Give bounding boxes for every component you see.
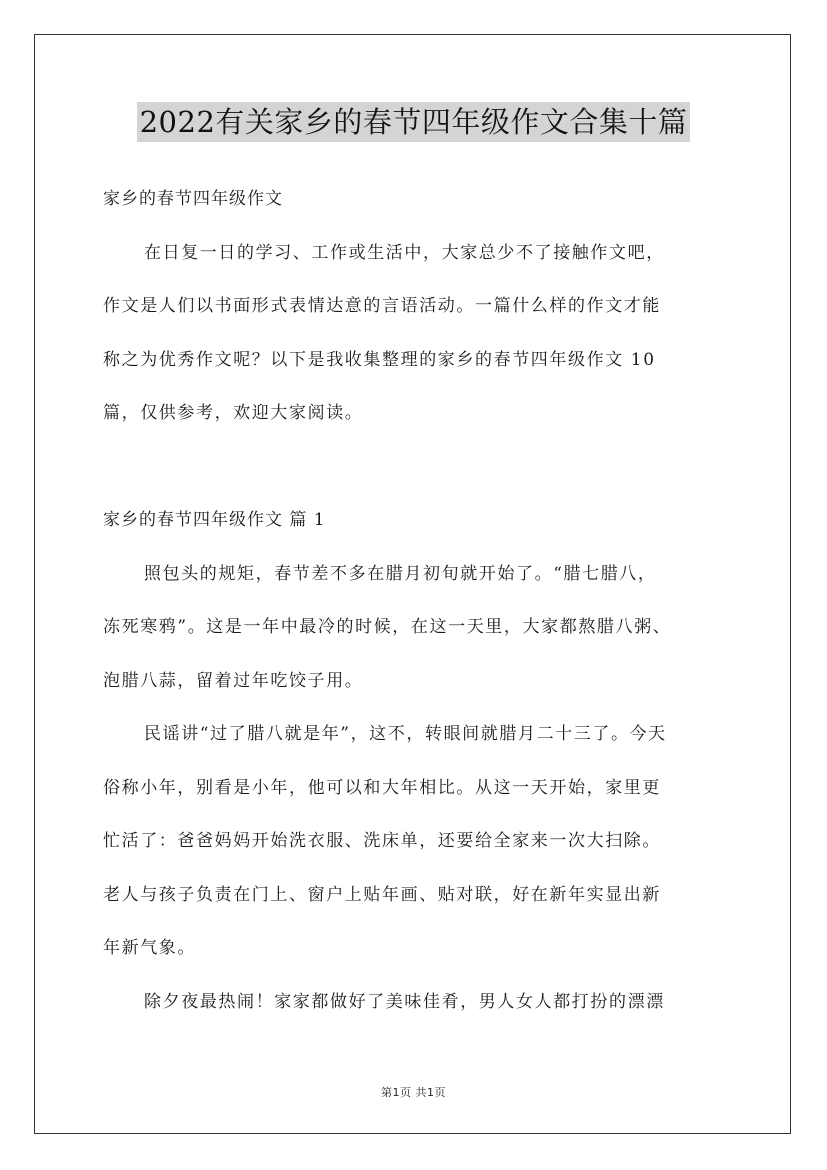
section-1-para-2-line-3: 忙活了：爸爸妈妈开始洗衣服、洗床单，还要给全家来一次大扫除。 [103,831,661,851]
page-number: 第1页 共1页 [381,1086,446,1099]
section-1-para-3-line-1: 除夕夜最热闹！家家都做好了美味佳肴，男人女人都打扮的漂漂 [144,991,665,1012]
section-1-para-2-line-2: 俗称小年，别看是小年，他可以和大年相比。从这一天开始，家里更 [103,777,661,798]
section-1-para-2-line-1: 民谣讲“过了腊八就是年”，这不，转眼间就腊月二十三了。今天 [144,724,667,744]
document-title [0,102,827,142]
document-title-text: 2022有关家乡的春节四年级作文合集十篇 [137,102,691,142]
section-1-para-1-line-2: 冻死寒鸦”。这是一年中最冷的时候，在这一天里，大家都熬腊八粥、 [103,617,672,637]
section-1-para-1-line-1: 照包头的规矩，春节差不多在腊月初旬就开始了。“腊七腊八， [144,563,657,584]
paragraph-gap [103,441,733,495]
document-body [103,173,733,1029]
intro-heading: 家乡的春节四年级作文 [103,189,283,209]
section-1-heading: 家乡的春节四年级作文 篇 1 [103,510,326,530]
section-1-para-2-line-5: 年新气象。 [103,938,196,958]
page-footer [0,1084,827,1100]
intro-line-1: 在日复一日的学习、工作或生活中，大家总少不了接触作文吧， [144,242,665,263]
section-1-para-1-line-3: 泡腊八蒜，留着过年吃饺子用。 [103,670,364,691]
intro-line-3: 称之为优秀作文呢？以下是我收集整理的家乡的春节四年级作文 10 [103,349,656,370]
intro-line-2: 作文是人们以书面形式表情达意的言语活动。一篇什么样的作文才能 [103,296,661,316]
section-1-para-2-line-4: 老人与孩子负责在门上、窗户上贴年画、贴对联，好在新年实显出新 [103,884,661,905]
intro-line-4: 篇，仅供参考，欢迎大家阅读。 [103,403,364,423]
